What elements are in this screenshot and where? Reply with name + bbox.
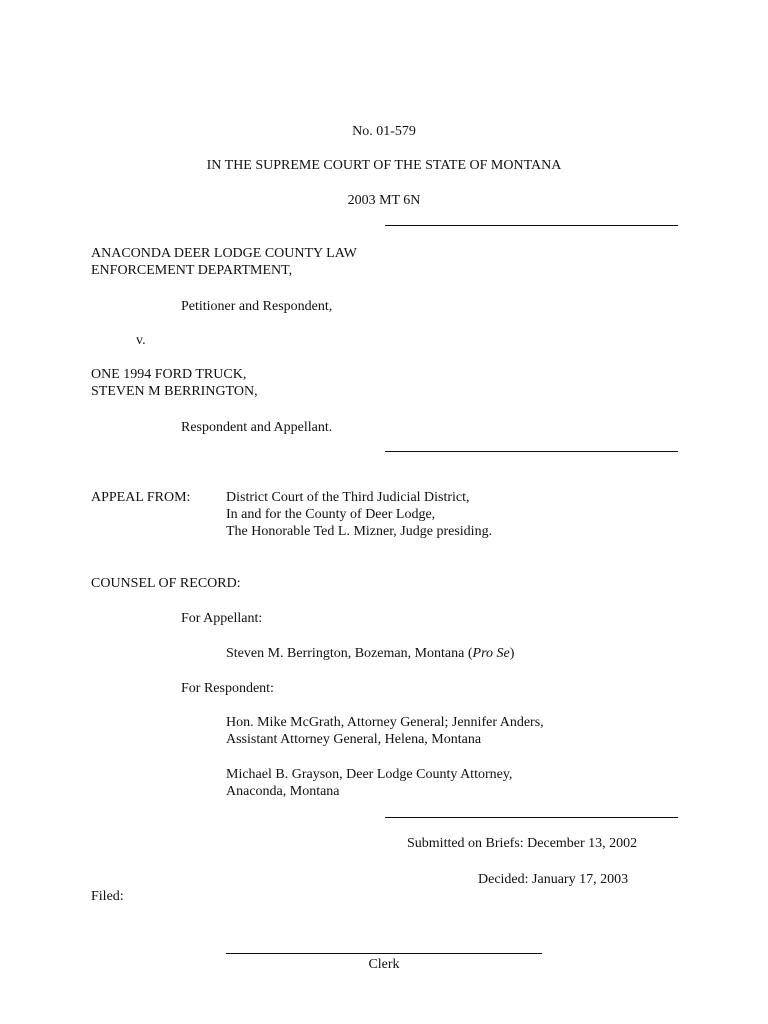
respondent-line-1: ONE 1994 FORD TRUCK,: [91, 367, 247, 382]
case-number: No. 01-579: [352, 124, 416, 139]
respondent-counsel-2-line-1: Michael B. Grayson, Deer Lodge County Attorney,: [226, 767, 513, 782]
appeal-line-3: The Honorable Ted L. Mizner, Judge presiding.: [226, 524, 493, 539]
clerk-label: Clerk: [368, 957, 400, 972]
respondent-counsel-1-line-2: Assistant Attorney General, Helena, Montana: [226, 732, 482, 747]
respondent-counsel-2-line-2: Anaconda, Montana: [226, 784, 340, 799]
appellant-counsel-text: Steven M. Berrington, Bozeman, Montana (: [226, 646, 473, 661]
clerk-signature-line: [226, 953, 542, 954]
appellant-counsel-close: ): [509, 646, 515, 661]
citation: 2003 MT 6N: [347, 193, 421, 208]
petitioner-line-1: ANACONDA DEER LODGE COUNTY LAW: [91, 246, 357, 261]
respondent-role: Respondent and Appellant.: [181, 420, 333, 435]
appellant-counsel: [226, 645, 514, 662]
court-name: IN THE SUPREME COURT OF THE STATE OF MONTANA: [206, 158, 562, 173]
appeal-line-1: District Court of the Third Judicial District,: [226, 490, 470, 505]
respondent-counsel-1-line-1: Hon. Mike McGrath, Attorney General; Jennifer Anders,: [226, 715, 544, 730]
respondent-line-2: STEVEN M BERRINGTON,: [91, 384, 258, 399]
dates-rule: [385, 817, 678, 818]
appeal-line-2: In and for the County of Deer Lodge,: [226, 507, 436, 522]
decided-date: Decided: January 17, 2003: [478, 872, 629, 887]
respondent-counsel-label: For Respondent:: [181, 681, 274, 696]
appeal-label: APPEAL FROM:: [91, 490, 191, 505]
versus: v.: [136, 333, 146, 348]
appellant-label: For Appellant:: [181, 611, 263, 626]
petitioner-line-2: ENFORCEMENT DEPARTMENT,: [91, 263, 293, 278]
header-rule: [385, 225, 678, 226]
pro-se-text: Pro Se: [472, 646, 510, 661]
counsel-label: COUNSEL OF RECORD:: [91, 576, 241, 591]
petitioner-role: Petitioner and Respondent,: [181, 299, 333, 314]
caption-rule: [385, 451, 678, 452]
filed-label: Filed:: [91, 889, 124, 904]
submitted-date: Submitted on Briefs: December 13, 2002: [407, 836, 638, 851]
